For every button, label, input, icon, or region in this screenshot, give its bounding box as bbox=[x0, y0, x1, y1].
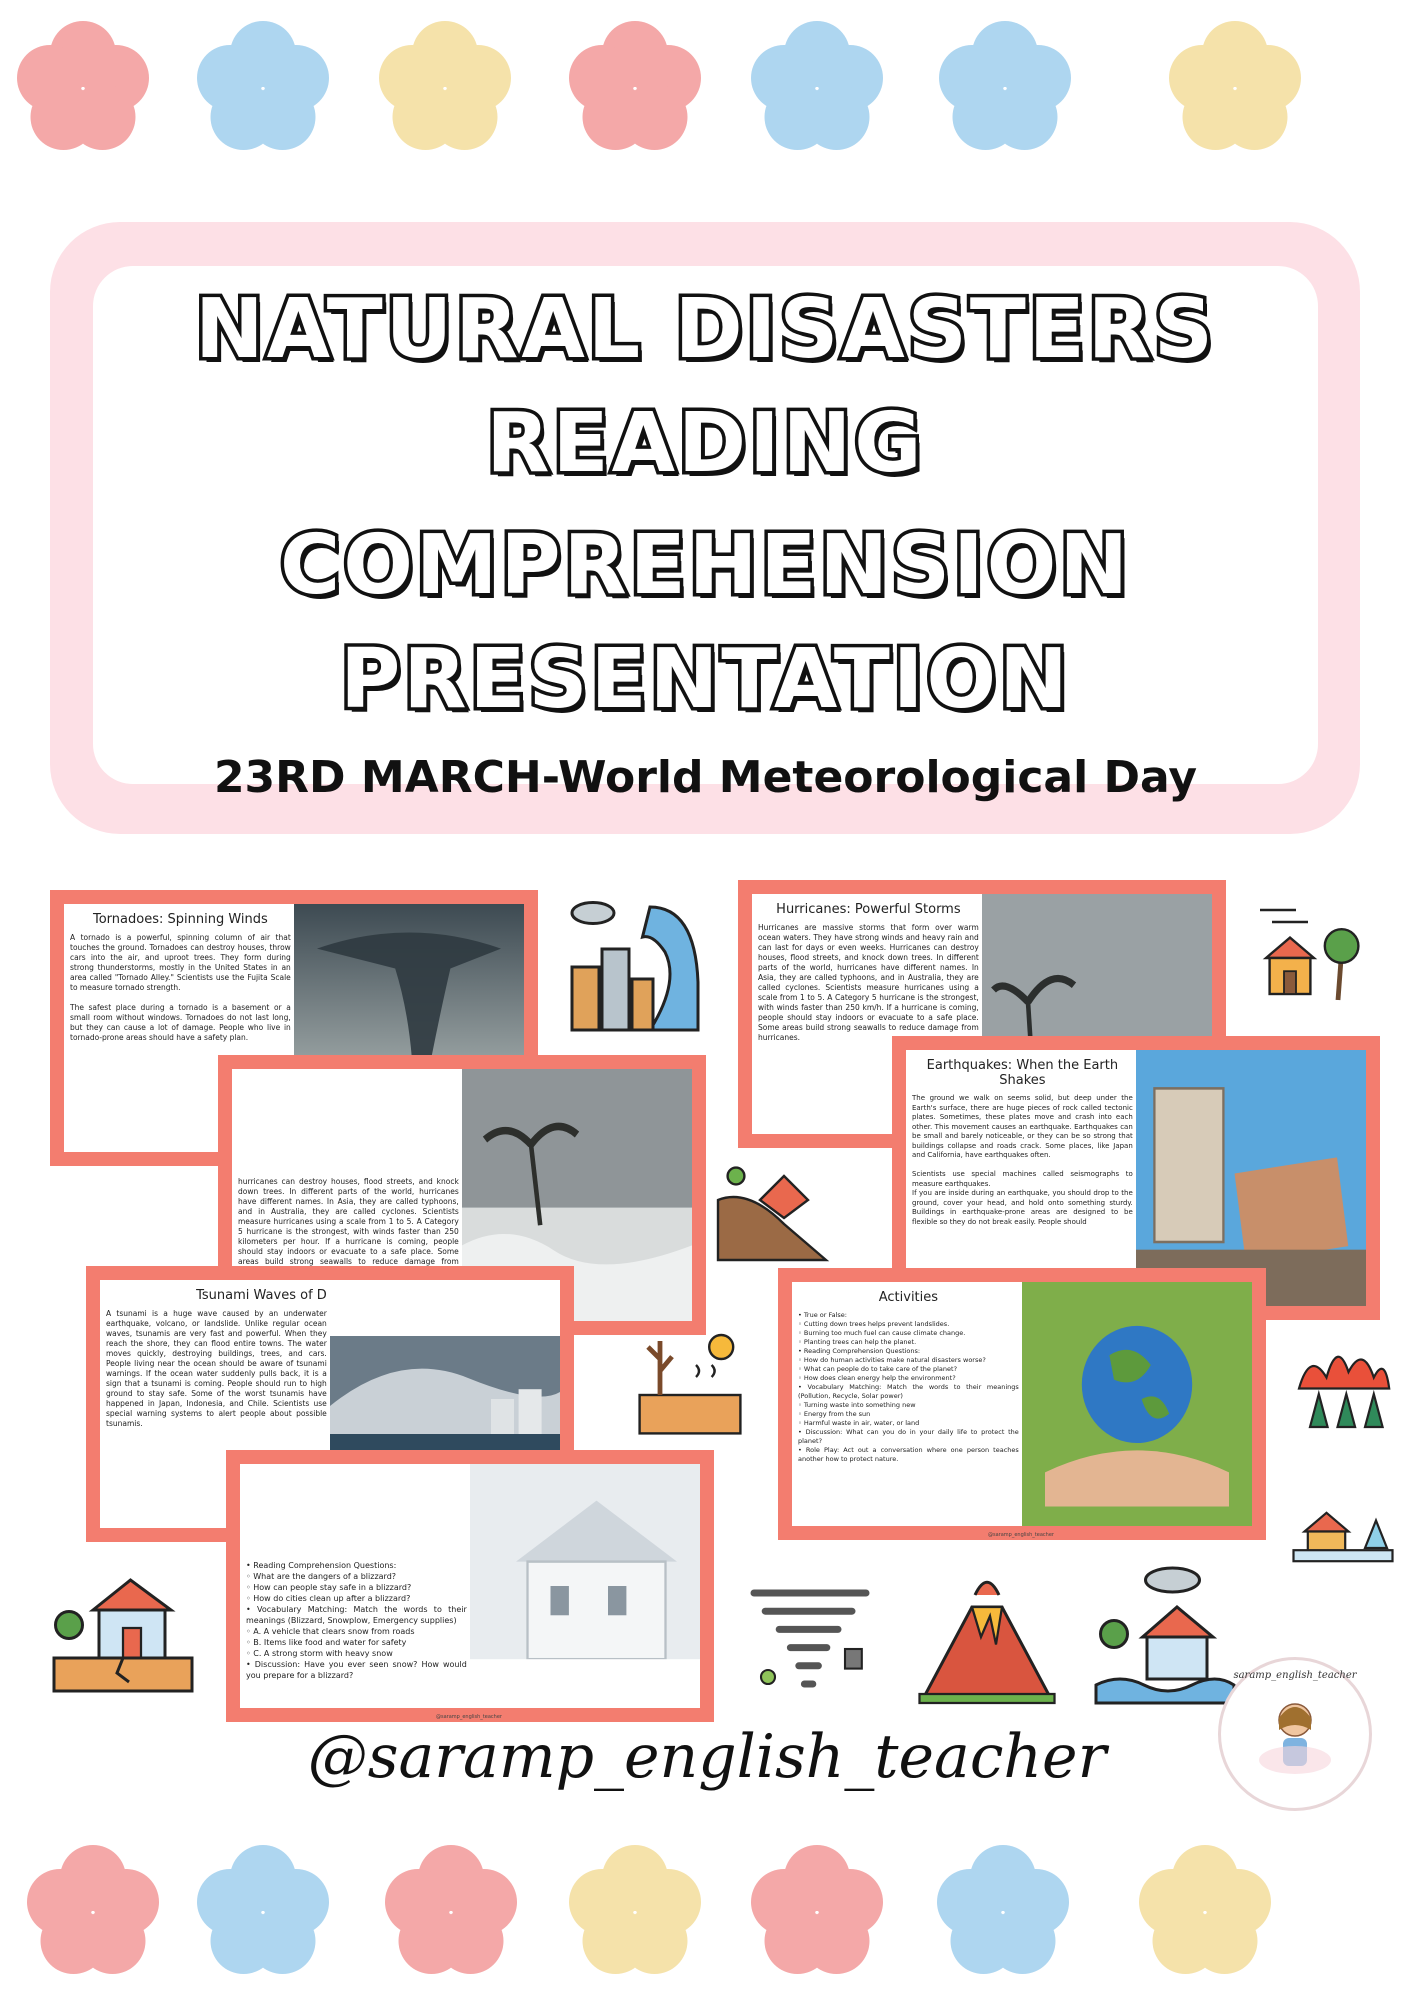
title-line-4: PRESENTATION bbox=[340, 632, 1071, 727]
drought-icon bbox=[630, 1318, 750, 1448]
tornado-icon bbox=[740, 1572, 880, 1712]
flower-blue-icon bbox=[928, 1836, 1078, 1986]
flower-blue-icon bbox=[930, 12, 1080, 162]
earth-hands-photo bbox=[1022, 1282, 1252, 1526]
slide-body: hurricanes can destroy houses, flood streets, and knock down trees. In different parts of the world, hurricanes have different names. In Asia, they are called typhoons, and in Australia, they are called cyclones. Scientists measure hurricanes using a scale from 1 to 5. A Category 5 hurricane is the strongest, with winds faster than 250 kilometers per hour. If a hurricane is coming, people should stay indoors or evacuate to a safe place. Some areas build strong seawalls to reduce damage from bbox=[238, 1177, 459, 1266]
slide-tsunami-text bbox=[106, 1288, 327, 1429]
earthquake-house-icon bbox=[48, 1550, 198, 1700]
slide-activities bbox=[778, 1268, 1266, 1540]
slide-body: A tornado is a powerful, spinning column of air that touches the ground. Tornadoes can destroy houses, throw cars into the air, and uproot trees. They form during strong thunderstorms, mostly in the United States in an area called "Tornado Alley." Scientists use the Fujita Scale to measure tornado strength. The safest place during a tornado is a basement or a small room without windows. Tornadoes do not last long, but they can cause a lot of damage. People who live in tornado-prone areas should have a safety plan. bbox=[70, 933, 291, 1042]
slide-tornadoes-text bbox=[70, 912, 291, 1043]
slide-title: Tornadoes: Spinning Winds bbox=[93, 912, 268, 927]
flower-blue-icon bbox=[742, 12, 892, 162]
slide-body: • True or False: ◦ Cutting down trees helps prevent landslides. ◦ Burning too much fuel can cause climate change. ◦ Planting trees can help the planet. • Reading Comprehension Questions: ◦ How do human activities make natural disasters worse? ◦ What can people do to take care of the planet? ◦ How does clean energy help the environment? • Vocabulary Matching: Match the words to their meanings (Pollution, Recycle, Solar power) ◦ Turning waste into something new ◦ Energy from the sun ◦ Harmful waste in air, water, or land • Discussion: What can you do in your daily life to protect the planet? • Role Play: Act out a conversation where one person teaches another how to protect nature. bbox=[798, 1311, 1019, 1463]
slide-blizzard-text bbox=[246, 1560, 467, 1681]
snow-house-photo bbox=[470, 1464, 700, 1708]
flower-pink-icon bbox=[560, 12, 710, 162]
slide-title: Hurricanes: Powerful Storms bbox=[776, 902, 961, 917]
flower-pink-icon bbox=[18, 1836, 168, 1986]
subtitle: 23RD MARCH-World Meteorological Day bbox=[213, 752, 1198, 803]
avatar bbox=[1255, 1690, 1335, 1780]
landslide-icon bbox=[712, 1152, 832, 1272]
slide-hurricanes-text bbox=[758, 902, 979, 1043]
storm-house-icon bbox=[1248, 892, 1368, 1012]
slide-blizzard-content bbox=[240, 1464, 700, 1708]
slide-body: A tsunami is a huge wave caused by an underwater earthquake, volcano, or landslide. Unlike regular ocean waves, tsunamis are very fast and powerful. When they reach the shore, they can flood entire towns. The water moves quickly, destroying buildings, trees, and cars. People living near the ocean should be aware of tsunami warnings. If the ocean water suddenly pulls back, it is a sign that a tsunami is coming. People should run to high ground to stay safe. Some of the worst tsunamis have happened in Japan, Indonesia, and Chile. Scientists use special warning systems to alert people about possible tsunamis. bbox=[106, 1309, 327, 1428]
flower-pink-icon bbox=[8, 12, 158, 162]
wildfire-icon bbox=[1288, 1328, 1398, 1438]
title-line-1: NATURAL DISASTERS bbox=[195, 282, 1216, 377]
tsunami-city-icon bbox=[560, 892, 710, 1042]
slide-hurricanes-back-text bbox=[238, 1177, 459, 1277]
slide-title: Activities bbox=[878, 1290, 939, 1305]
flower-blue-icon bbox=[188, 1836, 338, 1986]
slide-title: Tsunami Waves of D bbox=[196, 1288, 327, 1303]
flood-icon bbox=[1090, 1562, 1240, 1712]
flower-pink-icon bbox=[376, 1836, 526, 1986]
author-handle: @saramp_english_teacher bbox=[307, 1722, 1107, 1792]
badge-text: saramp_english_teacher bbox=[1233, 1670, 1357, 1681]
slide-handle: @saramp_english_teacher bbox=[988, 1532, 1054, 1538]
flower-yellow-icon bbox=[370, 12, 520, 162]
flower-pink-icon bbox=[742, 1836, 892, 1986]
slide-activities-content bbox=[792, 1282, 1252, 1526]
volcano-icon bbox=[912, 1562, 1062, 1712]
slide-blizzard bbox=[226, 1450, 714, 1722]
slide-body: Hurricanes are massive storms that form over warm ocean waters. They have strong winds and heavy rain and can last for days or even weeks. Hurricanes can destroy houses, flood streets, and knock down trees. In different parts of the world, hurricanes have different names. In Asia, they are called typhoons, and in Australia, they are called cyclones. Scientists measure hurricanes using a scale from 1 to 5. A Category 5 hurricane is the strongest, with winds faster than 250 km/h. If a hurricane is coming, people should stay indoors or evacuate to a safe place. Some areas build strong seawalls to reduce damage from hurricanes. bbox=[758, 923, 979, 1042]
flower-yellow-icon bbox=[1130, 1836, 1280, 1986]
title-line-3: COMPREHENSION bbox=[280, 518, 1131, 613]
author-logo-badge bbox=[1218, 1657, 1372, 1811]
flower-blue-icon bbox=[188, 12, 338, 162]
flower-yellow-icon bbox=[1160, 12, 1310, 162]
title-line-2: READING bbox=[486, 396, 925, 491]
slide-earthquakes-text bbox=[912, 1058, 1133, 1227]
flower-yellow-icon bbox=[560, 1836, 710, 1986]
slide-body: • Reading Comprehension Questions: ◦ What are the dangers of a blizzard? ◦ How can people stay safe in a blizzard? ◦ How do cities clean up after a blizzard? • Vocabulary Matching: Match the words to their meanings (Blizzard, Snowplow, Emergency supplies) ◦ A. A vehicle that clears snow from roads ◦ B. Items like food and water for safety ◦ C. A strong storm with heavy snow • Discussion: Have you ever seen snow? How would you prepare for a blizzard? bbox=[246, 1561, 467, 1680]
slide-handle: @saramp_english_teacher bbox=[436, 1714, 502, 1720]
slide-body: The ground we walk on seems solid, but deep under the Earth's surface, there are huge pieces of rock called tectonic plates. Sometimes, these plates move and crash into each other. This movement causes an earthquake. Earthquakes can be small and barely noticeable, or they can be so strong that buildings collapse and roads crack. Some places, like Japan and California, have earthquakes often. Scientists use special machines called seismographs to measure earthquakes. If you are inside during an earthquake, you should drop to the ground, cover your head, and hold onto something sturdy. Buildings in earthquake-prone areas are designed to be flexible so they do not break easily. People should bbox=[912, 1094, 1133, 1226]
slide-activities-text bbox=[798, 1290, 1019, 1464]
slide-title: Earthquakes: When the Earth Shakes bbox=[926, 1058, 1119, 1088]
blizzard-icon bbox=[1288, 1460, 1398, 1570]
